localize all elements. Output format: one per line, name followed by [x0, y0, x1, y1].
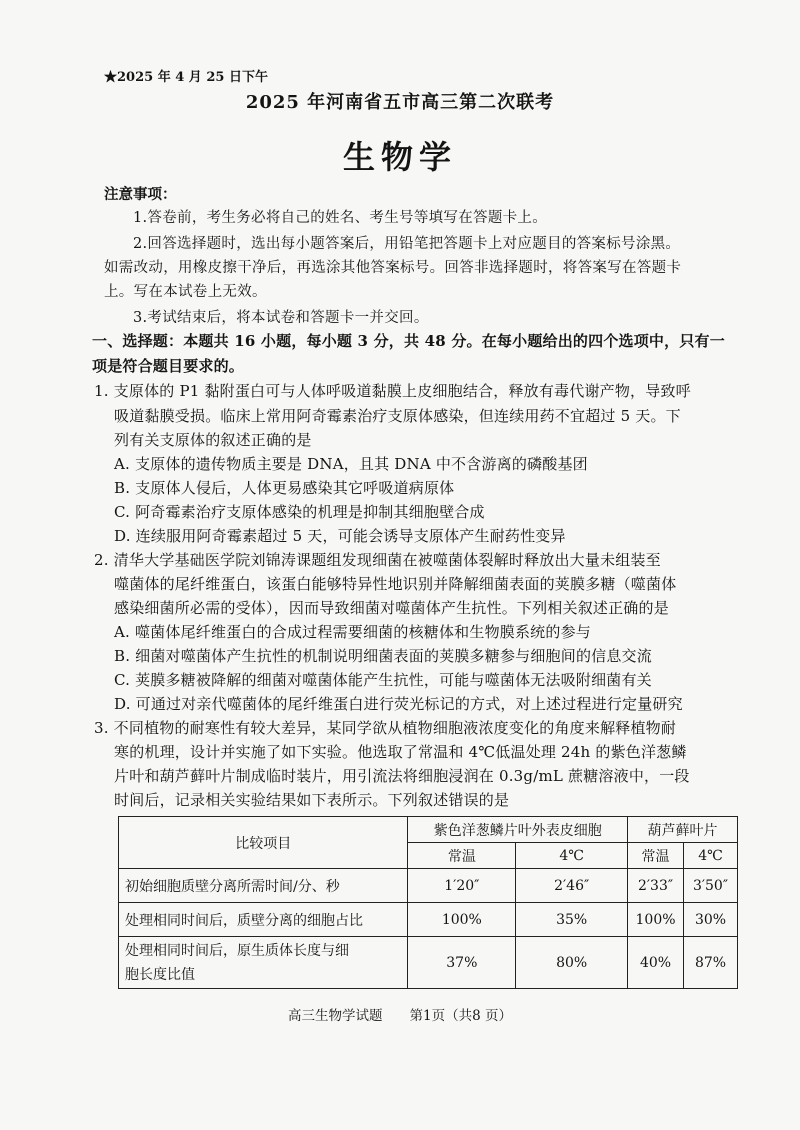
subheader-4c: 4℃ [684, 843, 738, 869]
option-c: C. 荚膜多糖被降解的细菌对噬菌体能产生抗性，可能与噬菌体无法吸附细菌有关 [114, 671, 652, 689]
row-label [119, 937, 408, 989]
table-cell: 35% [516, 903, 628, 937]
exam-title: 2025 年河南省五市高三第二次联考 [245, 92, 555, 113]
table-row [119, 869, 738, 903]
table-cell: 100% [408, 903, 516, 937]
table-row [119, 937, 738, 989]
option-a: A. 支原体的遗传物质主要是 DNA，且其 DNA 中不含游离的磷酸基团 [114, 455, 588, 473]
question-stem: 时间后，记录相关实验结果如下表所示。下列叙述错误的是 [114, 791, 510, 809]
subject-title: 生物学 [342, 138, 457, 176]
table-cell: 2′33″ [628, 869, 684, 903]
subheader-room-temp: 常温 [628, 843, 684, 869]
table-cell: 37% [408, 937, 516, 989]
section-heading: 一、选择题：本题共 16 小题，每小题 3 分，共 48 分。在每小题给出的四个选项中，只有一 [92, 332, 725, 350]
option-b: B. 细菌对噬菌体产生抗性的机制说明细菌表面的荚膜多糖参与细胞间的信息交流 [114, 647, 652, 665]
table-cell: 40% [628, 937, 684, 989]
option-c: C. 阿奇霉素治疗支原体感染的机理是抑制其细胞壁合成 [114, 503, 485, 521]
table-cell: 100% [628, 903, 684, 937]
header-item: 比较项目 [119, 817, 408, 869]
table-cell: 3′50″ [684, 869, 738, 903]
question-stem: 列有关支原体的叙述正确的是 [114, 431, 312, 449]
header-onion: 紫色洋葱鳞片叶外表皮细胞 [408, 817, 628, 843]
table-cell: 30% [684, 903, 738, 937]
table-row [119, 903, 738, 937]
row-label-line: 胞长度比值 [125, 966, 195, 983]
row-label-line: 处理相同时间后，原生质体长度与细 [125, 942, 349, 959]
notice-heading: 注意事项： [104, 186, 177, 203]
question-stem: 片叶和葫芦藓叶片制成临时装片，用引流法将细胞浸润在 0.3g/mL 蔗糖溶液中，一段 [114, 767, 690, 785]
option-d: D. 可通过对亲代噬菌体的尾纤维蛋白进行荧光标记的方式，对上述过程进行定量研究 [114, 695, 683, 713]
table-cell: 80% [516, 937, 628, 989]
question-stem: 感染细菌所必需的受体），因而导致细菌对噬菌体产生抗性。下列相关叙述正确的是 [114, 599, 669, 617]
exam-date: ★2025 年 4 月 25 日下午 [104, 70, 268, 85]
table-cell: 2′46″ [516, 869, 628, 903]
page-footer: 高三生物学试题 第1页（共8 页） [288, 1008, 512, 1024]
question-stem: 噬菌体的尾纤维蛋白，该蛋白能够特异性地识别并降解细菌表面的荚膜多糖（噬菌体 [114, 575, 677, 593]
question-stem: 2. 清华大学基础医学院刘锦涛课题组发现细菌在被噬菌体裂解时释放出大量未组装至 [94, 551, 661, 569]
question-stem: 1. 支原体的 P1 黏附蛋白可与人体呼吸道黏膜上皮细胞结合，释放有毒代谢产物，导致呼 [94, 382, 691, 400]
notice-line: 1.答卷前，考生务必将自己的姓名、考生号等填写在答题卡上。 [133, 210, 548, 226]
table-cell: 87% [684, 937, 738, 989]
table-cell: 1′20″ [408, 869, 516, 903]
header-moss: 葫芦藓叶片 [628, 817, 738, 843]
row-label: 初始细胞质壁分离所需时间/分、秒 [119, 869, 408, 903]
notice-line: 3.考试结束后，将本试卷和答题卡一并交回。 [133, 310, 429, 326]
question-stem: 3. 不同植物的耐寒性有较大差异，某同学欲从植物细胞液浓度变化的角度来解释植物耐 [94, 719, 677, 737]
subheader-room-temp: 常温 [408, 843, 516, 869]
question-stem: 吸道黏膜受损。临床上常用阿奇霉素治疗支原体感染，但连续用药不宜超过 5 天。下 [114, 407, 681, 425]
notice-line: 如需改动，用橡皮擦干净后，再选涂其他答案标号。回答非选择题时，将答案写在答题卡 [104, 260, 682, 276]
row-label: 处理相同时间后，质壁分离的细胞占比 [119, 903, 408, 937]
option-d: D. 连续服用阿奇霉素超过 5 天，可能会诱导支原体产生耐药性变异 [114, 527, 566, 545]
notice-line: 2.回答选择题时，选出每小题答案后，用铅笔把答题卡上对应题目的答案标号涂黑。 [133, 236, 681, 252]
question-stem: 寒的机理，设计并实施了如下实验。他选取了常温和 4℃低温处理 24h 的紫色洋葱鳞 [114, 743, 687, 761]
option-b: B. 支原体人侵后，人体更易感染其它呼吸道病原体 [114, 479, 455, 497]
section-heading-cont: 项是符合题目要求的。 [92, 357, 245, 375]
option-a: A. 噬菌体尾纤维蛋白的合成过程需要细菌的核糖体和生物膜系统的参与 [114, 623, 591, 641]
notice-line: 上。写在本试卷上无效。 [104, 284, 267, 300]
subheader-4c: 4℃ [516, 843, 628, 869]
results-table [118, 816, 738, 989]
